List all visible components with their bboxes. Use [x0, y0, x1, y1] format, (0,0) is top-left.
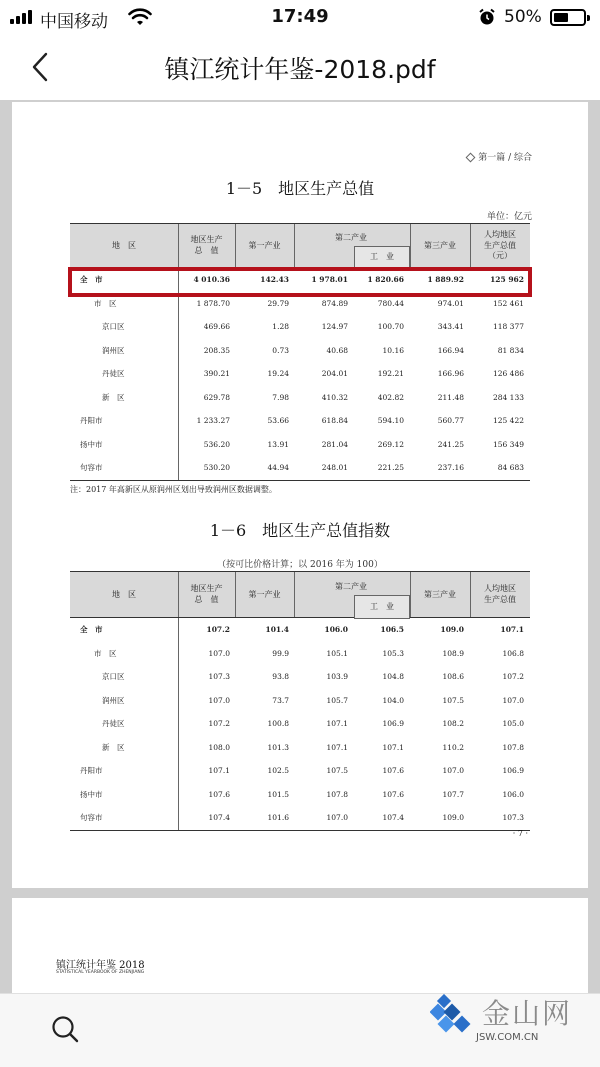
clock: 17:49	[271, 6, 329, 27]
header-per-capita: 人均地区 生产总值 （元）	[484, 229, 516, 261]
region-name: 句容市	[80, 813, 103, 822]
table2-subtitle: （按可比价格计算；以 2016 年为 100）	[217, 560, 383, 570]
cell-secondary: 618.84	[321, 416, 348, 425]
cell-industry: 104.8	[382, 672, 404, 681]
cell-secondary: 105.7	[326, 695, 348, 705]
region-name: 扬中市	[80, 789, 103, 799]
watermark-logo-icon	[430, 994, 476, 1040]
region-name: 新 区	[102, 742, 125, 752]
header-primary: 第一产业	[248, 240, 281, 250]
table-row	[70, 362, 530, 386]
cell-secondary: 107.5	[326, 766, 348, 775]
cell-per-capita: 107.2	[502, 672, 524, 681]
cell-tertiary: 560.77	[437, 416, 464, 425]
region-name: 全 市	[80, 275, 103, 284]
table-row	[70, 315, 530, 339]
table1-title: 1－5 地区生产总值	[225, 179, 375, 198]
cell-secondary: 107.8	[326, 789, 348, 799]
cell-tertiary: 107.7	[442, 789, 464, 799]
region-name: 丹阳市	[80, 416, 103, 425]
cell-secondary: 874.89	[321, 298, 348, 308]
cell-secondary: 106.0	[324, 625, 348, 634]
cell-secondary: 107.1	[326, 742, 348, 752]
page-number: · 7 ·	[512, 829, 528, 838]
document-title: 镇江统计年鉴-2018.pdf	[164, 55, 436, 84]
cell-secondary: 40.68	[326, 345, 348, 355]
cell-tertiary: 1 889.92	[427, 275, 464, 284]
cell-tertiary: 108.2	[442, 719, 464, 728]
table1	[70, 223, 530, 481]
cell-per-capita: 126 486	[492, 369, 524, 378]
cell-industry: 780.44	[377, 298, 404, 308]
cell-tertiary: 211.48	[437, 392, 464, 402]
cell-secondary: 105.1	[326, 648, 348, 658]
cell-industry: 594.10	[377, 416, 404, 425]
cell-industry: 106.9	[382, 719, 404, 728]
table2-body	[70, 618, 530, 831]
cell-primary: 102.5	[267, 766, 289, 775]
next-page-title: 镇江统计年鉴 2018	[56, 960, 145, 971]
header-region: 地 区	[112, 589, 136, 599]
cell-tertiary: 107.0	[442, 766, 464, 775]
cell-primary: 19.24	[267, 369, 289, 378]
table-row	[70, 642, 530, 666]
cell-primary: 142.43	[260, 275, 289, 284]
header-industry: 工 业	[370, 252, 394, 262]
nav-bar	[0, 36, 600, 98]
header-tertiary: 第三产业	[424, 589, 456, 599]
cell-per-capita: 118 377	[492, 322, 524, 331]
cell-primary: 73.7	[272, 695, 289, 705]
cell-gdp: 107.1	[208, 766, 230, 775]
cell-industry: 269.12	[377, 439, 404, 449]
cell-tertiary: 343.41	[437, 322, 464, 331]
cell-per-capita: 107.1	[500, 625, 524, 634]
table-row	[70, 689, 530, 713]
cell-primary: 93.8	[272, 672, 289, 681]
region-name: 京口区	[102, 322, 125, 331]
region-name: 市 区	[94, 298, 117, 308]
cell-secondary: 204.01	[321, 369, 348, 378]
cell-industry: 402.82	[377, 392, 404, 402]
cell-secondary: 107.0	[326, 813, 348, 822]
battery-icon	[550, 9, 586, 26]
cell-tertiary: 241.25	[437, 439, 464, 449]
cell-industry: 105.3	[382, 648, 404, 658]
cell-secondary: 281.04	[321, 439, 348, 449]
cell-gdp: 108.0	[208, 742, 230, 752]
cell-per-capita: 107.8	[502, 742, 524, 752]
battery-percent: 50%	[504, 7, 542, 27]
cell-primary: 99.9	[272, 648, 289, 658]
cell-gdp: 536.20	[203, 439, 230, 449]
cell-per-capita: 284 133	[492, 392, 524, 402]
cell-tertiary: 110.2	[442, 742, 464, 752]
cell-primary: 101.4	[265, 625, 289, 634]
header-region: 地 区	[112, 240, 136, 250]
cell-primary: 13.91	[267, 439, 289, 449]
cell-gdp: 629.78	[203, 392, 230, 402]
cell-gdp: 1 878.70	[196, 298, 230, 308]
cell-gdp: 1 233.27	[196, 416, 230, 425]
cell-primary: 1.28	[272, 322, 289, 331]
cell-per-capita: 81 834	[497, 345, 524, 355]
table-row	[70, 736, 530, 760]
cell-primary: 101.5	[267, 789, 289, 799]
pdf-page	[12, 102, 588, 888]
cell-tertiary: 166.96	[437, 369, 464, 378]
cell-industry: 107.1	[382, 742, 404, 752]
table-row	[70, 618, 530, 642]
table-row	[70, 665, 530, 689]
table1-body	[70, 268, 530, 481]
carrier-label: 中国移动	[40, 12, 108, 32]
cell-secondary: 103.9	[326, 672, 348, 681]
search-icon[interactable]	[50, 1014, 80, 1044]
cell-tertiary: 974.01	[437, 298, 464, 308]
cell-industry: 107.6	[382, 789, 404, 799]
table-row	[70, 386, 530, 410]
cell-per-capita: 125 962	[490, 275, 524, 284]
cell-per-capita: 125 422	[492, 416, 524, 425]
cell-gdp: 107.2	[206, 625, 230, 634]
cell-tertiary: 109.0	[440, 625, 464, 634]
watermark-text: 金山网	[482, 997, 573, 1030]
cell-gdp: 4 010.36	[193, 275, 230, 284]
table1-header	[70, 223, 530, 268]
cell-secondary: 248.01	[321, 463, 348, 472]
table-row	[70, 783, 530, 807]
cell-tertiary: 237.16	[437, 463, 464, 472]
cell-primary: 100.8	[267, 719, 289, 728]
cell-tertiary: 109.0	[442, 813, 464, 822]
cell-industry: 107.6	[382, 766, 404, 775]
cell-industry: 1 820.66	[367, 275, 404, 284]
cell-secondary: 107.1	[326, 719, 348, 728]
region-name: 润州区	[102, 695, 125, 705]
cell-secondary: 410.32	[321, 392, 348, 402]
header-primary: 第一产业	[248, 589, 281, 599]
table-row	[70, 759, 530, 783]
region-name: 新 区	[102, 392, 125, 402]
cell-per-capita: 106.8	[502, 648, 524, 658]
table-row	[70, 339, 530, 363]
cell-tertiary: 108.6	[442, 672, 464, 681]
cell-primary: 44.94	[267, 463, 289, 472]
header-gdp: 地区生产 总 值	[190, 584, 223, 604]
region-name: 扬中市	[80, 439, 103, 449]
table2-header	[70, 571, 530, 618]
highlight-annotation	[68, 267, 532, 297]
cell-secondary: 1 978.01	[311, 275, 348, 284]
header-secondary: 第二产业	[335, 581, 367, 591]
cell-per-capita: 106.9	[502, 766, 524, 775]
cell-primary: 0.73	[272, 345, 289, 355]
header-per-capita: 人均地区 生产总值	[484, 584, 516, 604]
cell-per-capita: 106.0	[502, 789, 524, 799]
cell-per-capita: 105.0	[502, 719, 524, 728]
status-bar	[0, 0, 600, 36]
cell-per-capita: 84 683	[497, 463, 524, 472]
cell-industry: 100.70	[377, 322, 404, 331]
cell-gdp: 107.0	[208, 648, 230, 658]
region-name: 丹徒区	[102, 369, 125, 378]
cell-tertiary: 107.5	[442, 695, 464, 705]
region-name: 句容市	[80, 463, 103, 472]
cell-per-capita: 107.3	[502, 813, 524, 822]
running-head	[467, 150, 532, 163]
region-name: 丹阳市	[80, 766, 103, 775]
cell-industry: 107.4	[382, 813, 404, 822]
cell-industry: 104.0	[382, 695, 404, 705]
region-name: 丹徒区	[102, 719, 125, 728]
pdf-viewer[interactable]	[0, 100, 600, 993]
cell-gdp: 107.0	[208, 695, 230, 705]
header-secondary: 第二产业	[335, 232, 367, 242]
cell-tertiary: 166.94	[437, 345, 464, 355]
cell-primary: 101.6	[267, 813, 289, 822]
cell-gdp: 469.66	[203, 322, 230, 331]
cell-primary: 29.79	[267, 298, 289, 308]
cell-per-capita: 107.0	[502, 695, 524, 705]
header-industry: 工 业	[370, 601, 394, 611]
header-tertiary: 第三产业	[424, 240, 456, 250]
cell-industry: 192.21	[377, 369, 404, 378]
cell-primary: 101.3	[267, 742, 289, 752]
region-name: 润州区	[102, 345, 125, 355]
table2-title: 1－6 地区生产总值指数	[209, 521, 391, 540]
cell-industry: 106.5	[380, 625, 404, 634]
table-row	[70, 456, 530, 480]
pdf-page-next	[12, 898, 588, 993]
cell-primary: 7.98	[272, 392, 289, 402]
region-name: 市 区	[94, 648, 117, 658]
table-row	[70, 806, 530, 830]
region-name: 全 市	[80, 625, 103, 634]
header-gdp: 地区生产 总 值	[190, 235, 223, 255]
cell-gdp: 107.3	[208, 672, 230, 681]
cell-gdp: 107.2	[208, 719, 230, 728]
cell-primary: 53.66	[267, 416, 289, 425]
cell-secondary: 124.97	[321, 322, 348, 331]
alarm-icon	[478, 8, 496, 26]
table-row	[70, 433, 530, 457]
region-name: 京口区	[102, 672, 125, 681]
cell-gdp: 530.20	[203, 463, 230, 472]
cell-industry: 10.16	[382, 345, 404, 355]
cell-per-capita: 156 349	[492, 439, 524, 449]
diamond-icon	[466, 153, 476, 163]
cell-industry: 221.25	[377, 463, 404, 472]
next-page-subtitle: STATISTICAL YEARBOOK OF ZHENJIANG	[56, 970, 145, 975]
cell-tertiary: 108.9	[442, 648, 464, 658]
cell-gdp: 107.4	[208, 813, 230, 822]
table-row	[70, 409, 530, 433]
watermark	[430, 992, 590, 1052]
table1-note: 注：2017 年高新区从原润州区划出导致润州区数据调整。	[70, 485, 277, 494]
cell-per-capita: 152 461	[492, 298, 524, 308]
cell-gdp: 208.35	[203, 345, 230, 355]
table-row	[70, 712, 530, 736]
table1-unit: 单位：亿元	[486, 212, 532, 222]
cell-gdp: 107.6	[208, 789, 230, 799]
watermark-url: JSW.COM.CN	[476, 1032, 539, 1043]
cell-gdp: 390.21	[203, 369, 230, 378]
table2	[70, 571, 530, 831]
running-head-text: 第一篇 / 综合	[478, 153, 532, 163]
